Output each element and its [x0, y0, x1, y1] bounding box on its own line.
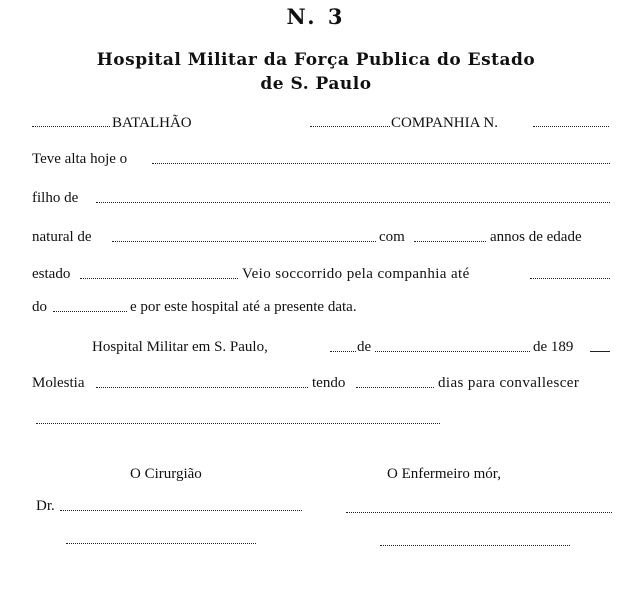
form-number: N. 3 [286, 4, 346, 29]
teve-alta-label: Teve alta hoje o [32, 151, 128, 167]
hospital-em-label: Hospital Militar em S. Paulo, [92, 339, 268, 355]
surgeon-name-field[interactable] [66, 543, 256, 544]
patient-name-field[interactable] [152, 163, 610, 164]
hospital-title-line-1: Hospital Militar da Força Publica do Estado [96, 50, 536, 70]
batalhao-label: BATALHÃO [112, 115, 192, 131]
company-until-date-field[interactable] [530, 278, 610, 279]
estado-label: estado [32, 266, 71, 282]
illness-field[interactable] [96, 387, 308, 388]
cirurgiao-label: O Cirurgião [130, 466, 202, 482]
surgeon-signature-field[interactable] [60, 510, 302, 511]
de-189-label: de 189 [533, 339, 574, 355]
batalhao-field[interactable] [32, 126, 110, 127]
nurse-name-field[interactable] [380, 545, 570, 546]
e-por-este-label: e por este hospital até a presente data. [130, 299, 357, 315]
age-field[interactable] [414, 241, 486, 242]
companhia-label: COMPANHIA N. [391, 115, 498, 131]
dias-para-label: dias para convallescer [438, 375, 580, 391]
parent-name-field[interactable] [96, 202, 610, 203]
date-month-field[interactable] [375, 351, 530, 352]
annos-de-edade-label: annos de edade [490, 229, 582, 245]
birthplace-field[interactable] [112, 241, 376, 242]
hospital-from-date-field[interactable] [53, 311, 127, 312]
filho-de-label: filho de [32, 190, 79, 206]
do-label: do [32, 299, 47, 315]
convalescence-days-field[interactable] [356, 387, 434, 388]
date-day-field[interactable] [330, 351, 356, 352]
remarks-field[interactable] [36, 423, 440, 424]
nurse-signature-field[interactable] [346, 512, 612, 513]
veio-soccorrido-label: Veio soccorrido pela companhia até [242, 266, 470, 282]
molestia-label: Molestia [32, 375, 85, 391]
companhia-number-field[interactable] [533, 126, 609, 127]
enfermeiro-label: O Enfermeiro mór, [387, 466, 501, 482]
tendo-label: tendo [312, 375, 346, 391]
date-year-field[interactable] [590, 351, 610, 352]
hospital-title-line-2: de S. Paulo [260, 74, 372, 94]
de-label-1: de [357, 339, 372, 355]
com-label: com [379, 229, 405, 245]
dr-label: Dr. [36, 498, 55, 514]
marital-status-field[interactable] [80, 278, 238, 279]
natural-de-label: natural de [32, 229, 92, 245]
companhia-prefix-field[interactable] [310, 126, 390, 127]
